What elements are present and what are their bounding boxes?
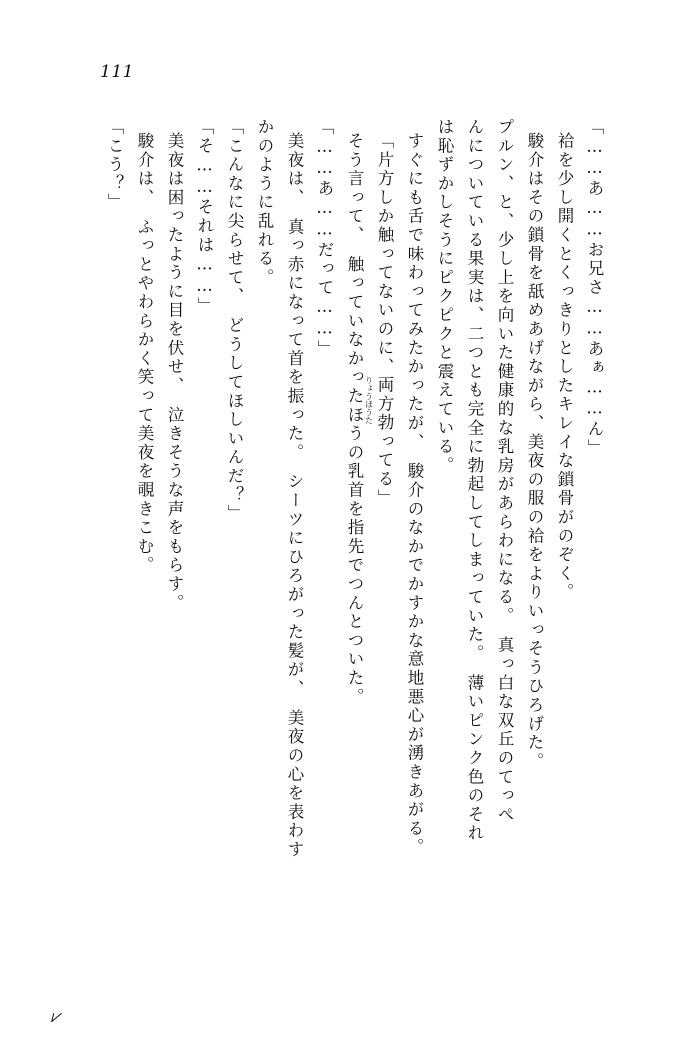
- text-line: そう言って、 触っていなかったほうの乳首を指先でつんとついた。: [345, 132, 364, 707]
- text-line: は恥ずかしそうにピクピクと震えている。: [435, 118, 454, 476]
- text-line: プルン、と、少し上を向いた健康的な乳房があらわになる。 真っ白な双丘のてっぺ: [495, 118, 514, 825]
- text-line: 「……あ……お兄さ……あぁ……ん」: [585, 118, 604, 458]
- text-line-ruby: [362, 118, 392, 958]
- text-line: 美夜は困ったように目を伏せ、 泣きそうな声をもらす。: [165, 132, 184, 613]
- corner-mark-icon: [52, 1008, 66, 1022]
- ruby-group: [364, 376, 394, 490]
- body-text: [72, 118, 602, 958]
- text-line: 袷を少し開くとくっきりとしたキレイな鎖骨がのぞく。: [555, 132, 574, 602]
- text-line: 美夜は、 真っ赤になって首を振った。 シーツにひろがった髪が、 美夜の心を表わす: [285, 132, 304, 860]
- text-line: 「こう？」: [105, 118, 124, 212]
- line-tail: 」: [375, 489, 394, 509]
- page-number: 111: [100, 62, 134, 82]
- text-line: かのように乱れる。: [255, 118, 274, 288]
- ruby-reading: りょうほうた: [364, 376, 374, 425]
- text-line: 駿介は、 ふっとやわらかく笑って美夜を覗きこむ。: [135, 132, 154, 575]
- line-text: 「片方しか触ってないのに、: [375, 132, 394, 377]
- text-line: すぐにも舌で味わってみたかったが、 駿介のなかでかすかな意地悪心が湧きあがる。: [405, 132, 424, 857]
- text-line: 「こんなに尖らせて、 どうしてほしいんだ？」: [225, 118, 244, 524]
- ruby-base: 両方勃ってる: [375, 376, 394, 490]
- text-line: 「そ……それは……」: [195, 118, 214, 316]
- text-line: 「……あ……だって……」: [315, 118, 334, 359]
- text-line: 駿介はその鎖骨を舐めあげながら、美夜の服の袷をよりいっそうひろげた。: [525, 132, 544, 772]
- text-line: んについている果実は、二つとも完全に勃起してしまっていた。 薄いピンク色のそれ: [465, 118, 484, 843]
